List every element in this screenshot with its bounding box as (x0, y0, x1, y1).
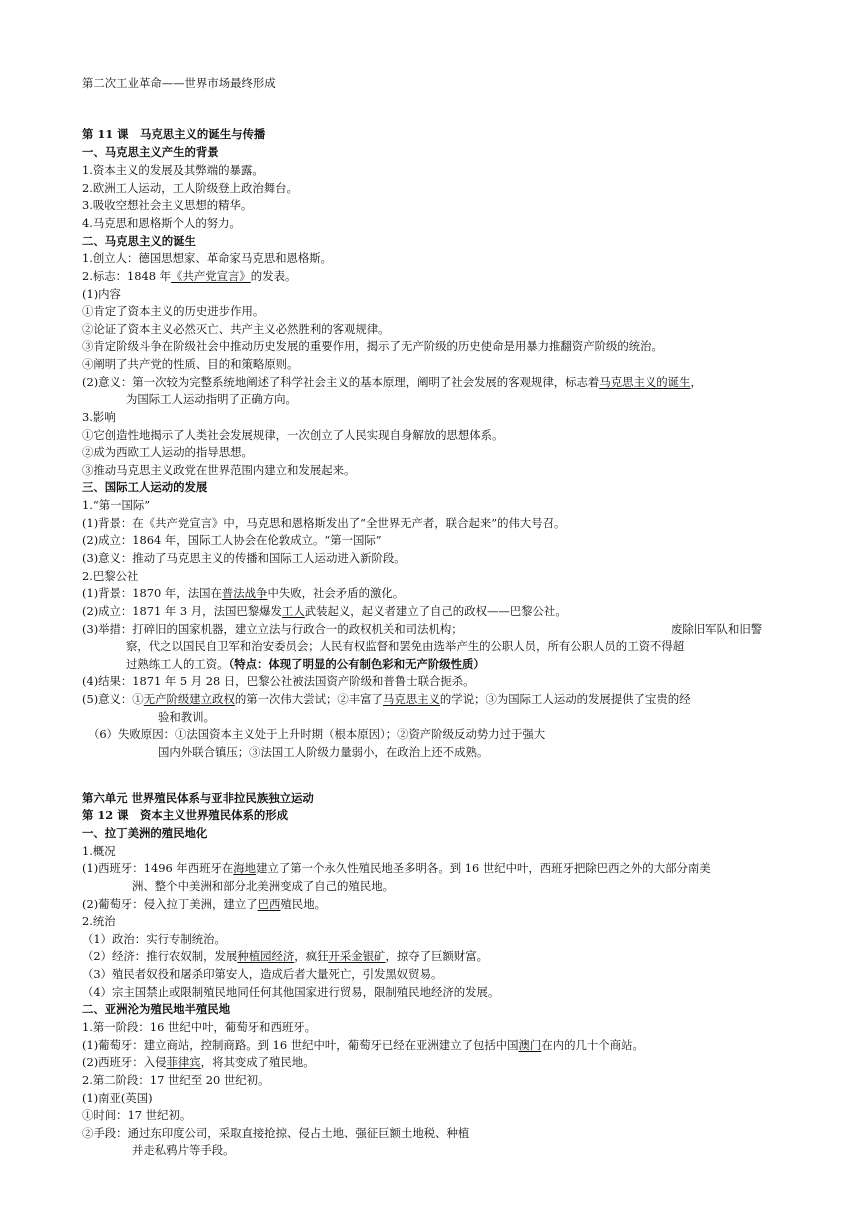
list-item: ①它创造性地揭示了人类社会发展规律，一次创立了人民实现自身解放的思想体系。 (82, 428, 504, 442)
underlined-term: 工人 (281, 604, 305, 618)
section-heading: 一、马克思主义产生的背景 (82, 145, 219, 159)
sub-label: 2.统治 (82, 914, 116, 928)
bold-note: （特点：体现了明显的公有制色彩和无产阶级性质） (228, 657, 485, 671)
continuation-line: 国内外联合镇压；③法国工人阶级力量弱小，在政治上还不成熟。 (158, 745, 489, 759)
lesson-12-title: 第 12 课 资本主义世界殖民体系的形成 (82, 808, 289, 822)
sub-label: (1)内容 (82, 287, 121, 301)
list-item: ④阐明了共产党的性质、目的和策略原则。 (82, 357, 299, 371)
continuation-line: 察，代之以国民自卫军和治安委员会；人民有权监督和罢免由选举产生的公职人员，所有公职人员的工资不得超 (126, 639, 685, 653)
continuation-line: 为国际工人运动指明了正确方向。 (126, 392, 297, 406)
underlined-term: 《共产党宣言》 (171, 269, 251, 283)
list-item: ①时间：17 世纪初。 (82, 1108, 192, 1122)
underlined-term: 开采金银矿 (328, 949, 386, 963)
underlined-term: 澳门 (518, 1038, 542, 1052)
continuation-line: 过熟练工人的工资。（特点：体现了明显的公有制色彩和无产阶级性质） (126, 657, 485, 671)
underlined-term: 普法战争 (221, 586, 268, 600)
list-item: （3）殖民者奴役和屠杀印第安人，造成后者大量死亡，引发黑奴贸易。 (82, 967, 443, 981)
underlined-term: 巴西 (257, 897, 281, 911)
underlined-term: 海地 (233, 861, 257, 875)
underlined-term: 菲律宾 (166, 1055, 201, 1069)
list-item: (2)西班牙：入侵菲律宾，将其变成了殖民地。 (82, 1055, 315, 1069)
lesson-11-title: 第 11 课 马克思主义的诞生与传播 (82, 127, 266, 141)
list-item: ③肯定阶级斗争在阶级社会中推动历史发展的重要作用，揭示了无产阶级的历史使命是用暴力推翻资产阶级的统治。 (82, 339, 663, 353)
underlined-term: 马克思主义 (382, 692, 440, 706)
list-item: 1.第一阶段：16 世纪中叶，葡萄牙和西班牙。 (82, 1020, 317, 1034)
continuation-line: 并走私鸦片等手段。 (132, 1143, 235, 1157)
list-item: 2.第二阶段：17 世纪至 20 世纪初。 (82, 1073, 270, 1087)
unit-title: 第六单元 世界殖民体系与亚非拉民族独立运动 (82, 791, 314, 805)
list-item: (2)意义：第一次较为完整系统地阐述了科学社会主义的基本原理，阐明了社会发展的客观规律，标志着马克思主义的诞生， (82, 375, 702, 389)
list-item: ③推动马克思主义政党在世界范围内建立和发展起来。 (82, 463, 356, 477)
list-item: （1）政治：实行专制统治。 (82, 932, 226, 946)
sub-label: (1)南亚(英国) (82, 1091, 153, 1105)
list-item: 3.吸收空想社会主义思想的精华。 (82, 198, 253, 212)
list-item: （6）失败原因：①法国资本主义处于上升时期（根本原因）；②资产阶级反动势力过于强大 (88, 727, 546, 741)
list-item: (5)意义：①无产阶级建立政权的第一次伟大尝试；②丰富了马克思主义的学说；③为国际工人运动的发展提供了宝贵的经 (82, 692, 691, 706)
sub-label: 1.“第一国际” (82, 498, 151, 512)
list-item: ②成为西欧工人运动的指导思想。 (82, 445, 253, 459)
sub-label: 1.概况 (82, 844, 116, 858)
list-item: (1)葡萄牙：建立商站，控制商路。到 16 世纪中叶，葡萄牙已经在亚洲建立了包括中国澳门在内的几十个商站。 (82, 1038, 644, 1052)
sub-label: 3.影响 (82, 410, 116, 424)
section-heading: 二、亚洲沦为殖民地半殖民地 (82, 1002, 231, 1016)
list-item: (1)西班牙：1496 年西班牙在海地建立了第一个永久性殖民地圣多明各。到 16 世纪中叶，西班牙把除巴西之外的大部分南美 (82, 861, 711, 875)
list-item: (2)成立：1864 年，国际工人协会在伦敦成立。“第一国际” (82, 533, 382, 547)
list-item: ②论证了资本主义必然灭亡、共产主义必然胜利的客观规律。 (82, 322, 390, 336)
list-item: (1)背景：1870 年，法国在普法战争中失败，社会矛盾的激化。 (82, 586, 405, 600)
continuation-line: 洲、整个中美洲和部分北美洲变成了自己的殖民地。 (132, 879, 394, 893)
header-line: 第二次工业革命——世界市场最终形成 (82, 76, 276, 90)
list-item: （2）经济：推行农奴制，发展种植园经济，疯狂开采金银矿，掠夺了巨额财富。 (82, 949, 488, 963)
underlined-term: 种植园经济 (237, 949, 295, 963)
list-item: 1.创立人：德国思想家、革命家马克思和恩格斯。 (82, 251, 333, 265)
list-item: ②手段：通过东印度公司，采取直接抢掠、侵占土地、强征巨额土地税、种植 (82, 1126, 470, 1140)
list-item: (2)成立：1871 年 3 月，法国巴黎爆发工人武装起义，起义者建立了自己的政权——巴黎公社。 (82, 604, 567, 618)
section-heading: 二、马克思主义的诞生 (82, 234, 196, 248)
continuation-line: 验和教训。 (158, 710, 215, 724)
list-item: 1.资本主义的发展及其弊端的暴露。 (82, 163, 264, 177)
list-item: （4）宗主国禁止或限制殖民地同任何其他国家进行贸易，限制殖民地经济的发展。 (82, 985, 500, 999)
list-item: 4.马克思和恩格斯个人的努力。 (82, 216, 241, 230)
list-item: (4)结果：1871 年 5 月 28 日，巴黎公社被法国资产阶级和普鲁士联合扼杀。 (82, 674, 475, 688)
underlined-term: 无产阶级建立政权 (143, 692, 235, 706)
list-item: (3)举措：打碎旧的国家机器，建立立法与行政合一的政权机关和司法机构； 废除旧军队和旧警 (82, 622, 763, 636)
list-item: 2.标志：1848 年《共产党宣言》的发表。 (82, 269, 297, 283)
right-fragment: 废除旧军队和旧警 (671, 622, 763, 636)
underlined-term: 马克思主义的诞生 (599, 375, 691, 389)
list-item: (1)背景：在《共产党宣言》中，马克思和恩格斯发出了“全世界无产者，联合起来”的伟大号召。 (82, 516, 566, 530)
list-item: (3)意义：推动了马克思主义的传播和国际工人运动进入新阶段。 (82, 551, 406, 565)
sub-label: 2.巴黎公社 (82, 569, 139, 583)
list-item: ①肯定了资本主义的历史进步作用。 (82, 304, 265, 318)
section-heading: 一、拉丁美洲的殖民地化 (82, 826, 208, 840)
list-item: 2.欧洲工人运动，工人阶级登上政治舞台。 (82, 181, 298, 195)
list-item: (2)葡萄牙：侵入拉丁美洲，建立了巴西殖民地。 (82, 897, 326, 911)
section-heading: 三、国际工人运动的发展 (82, 480, 208, 494)
